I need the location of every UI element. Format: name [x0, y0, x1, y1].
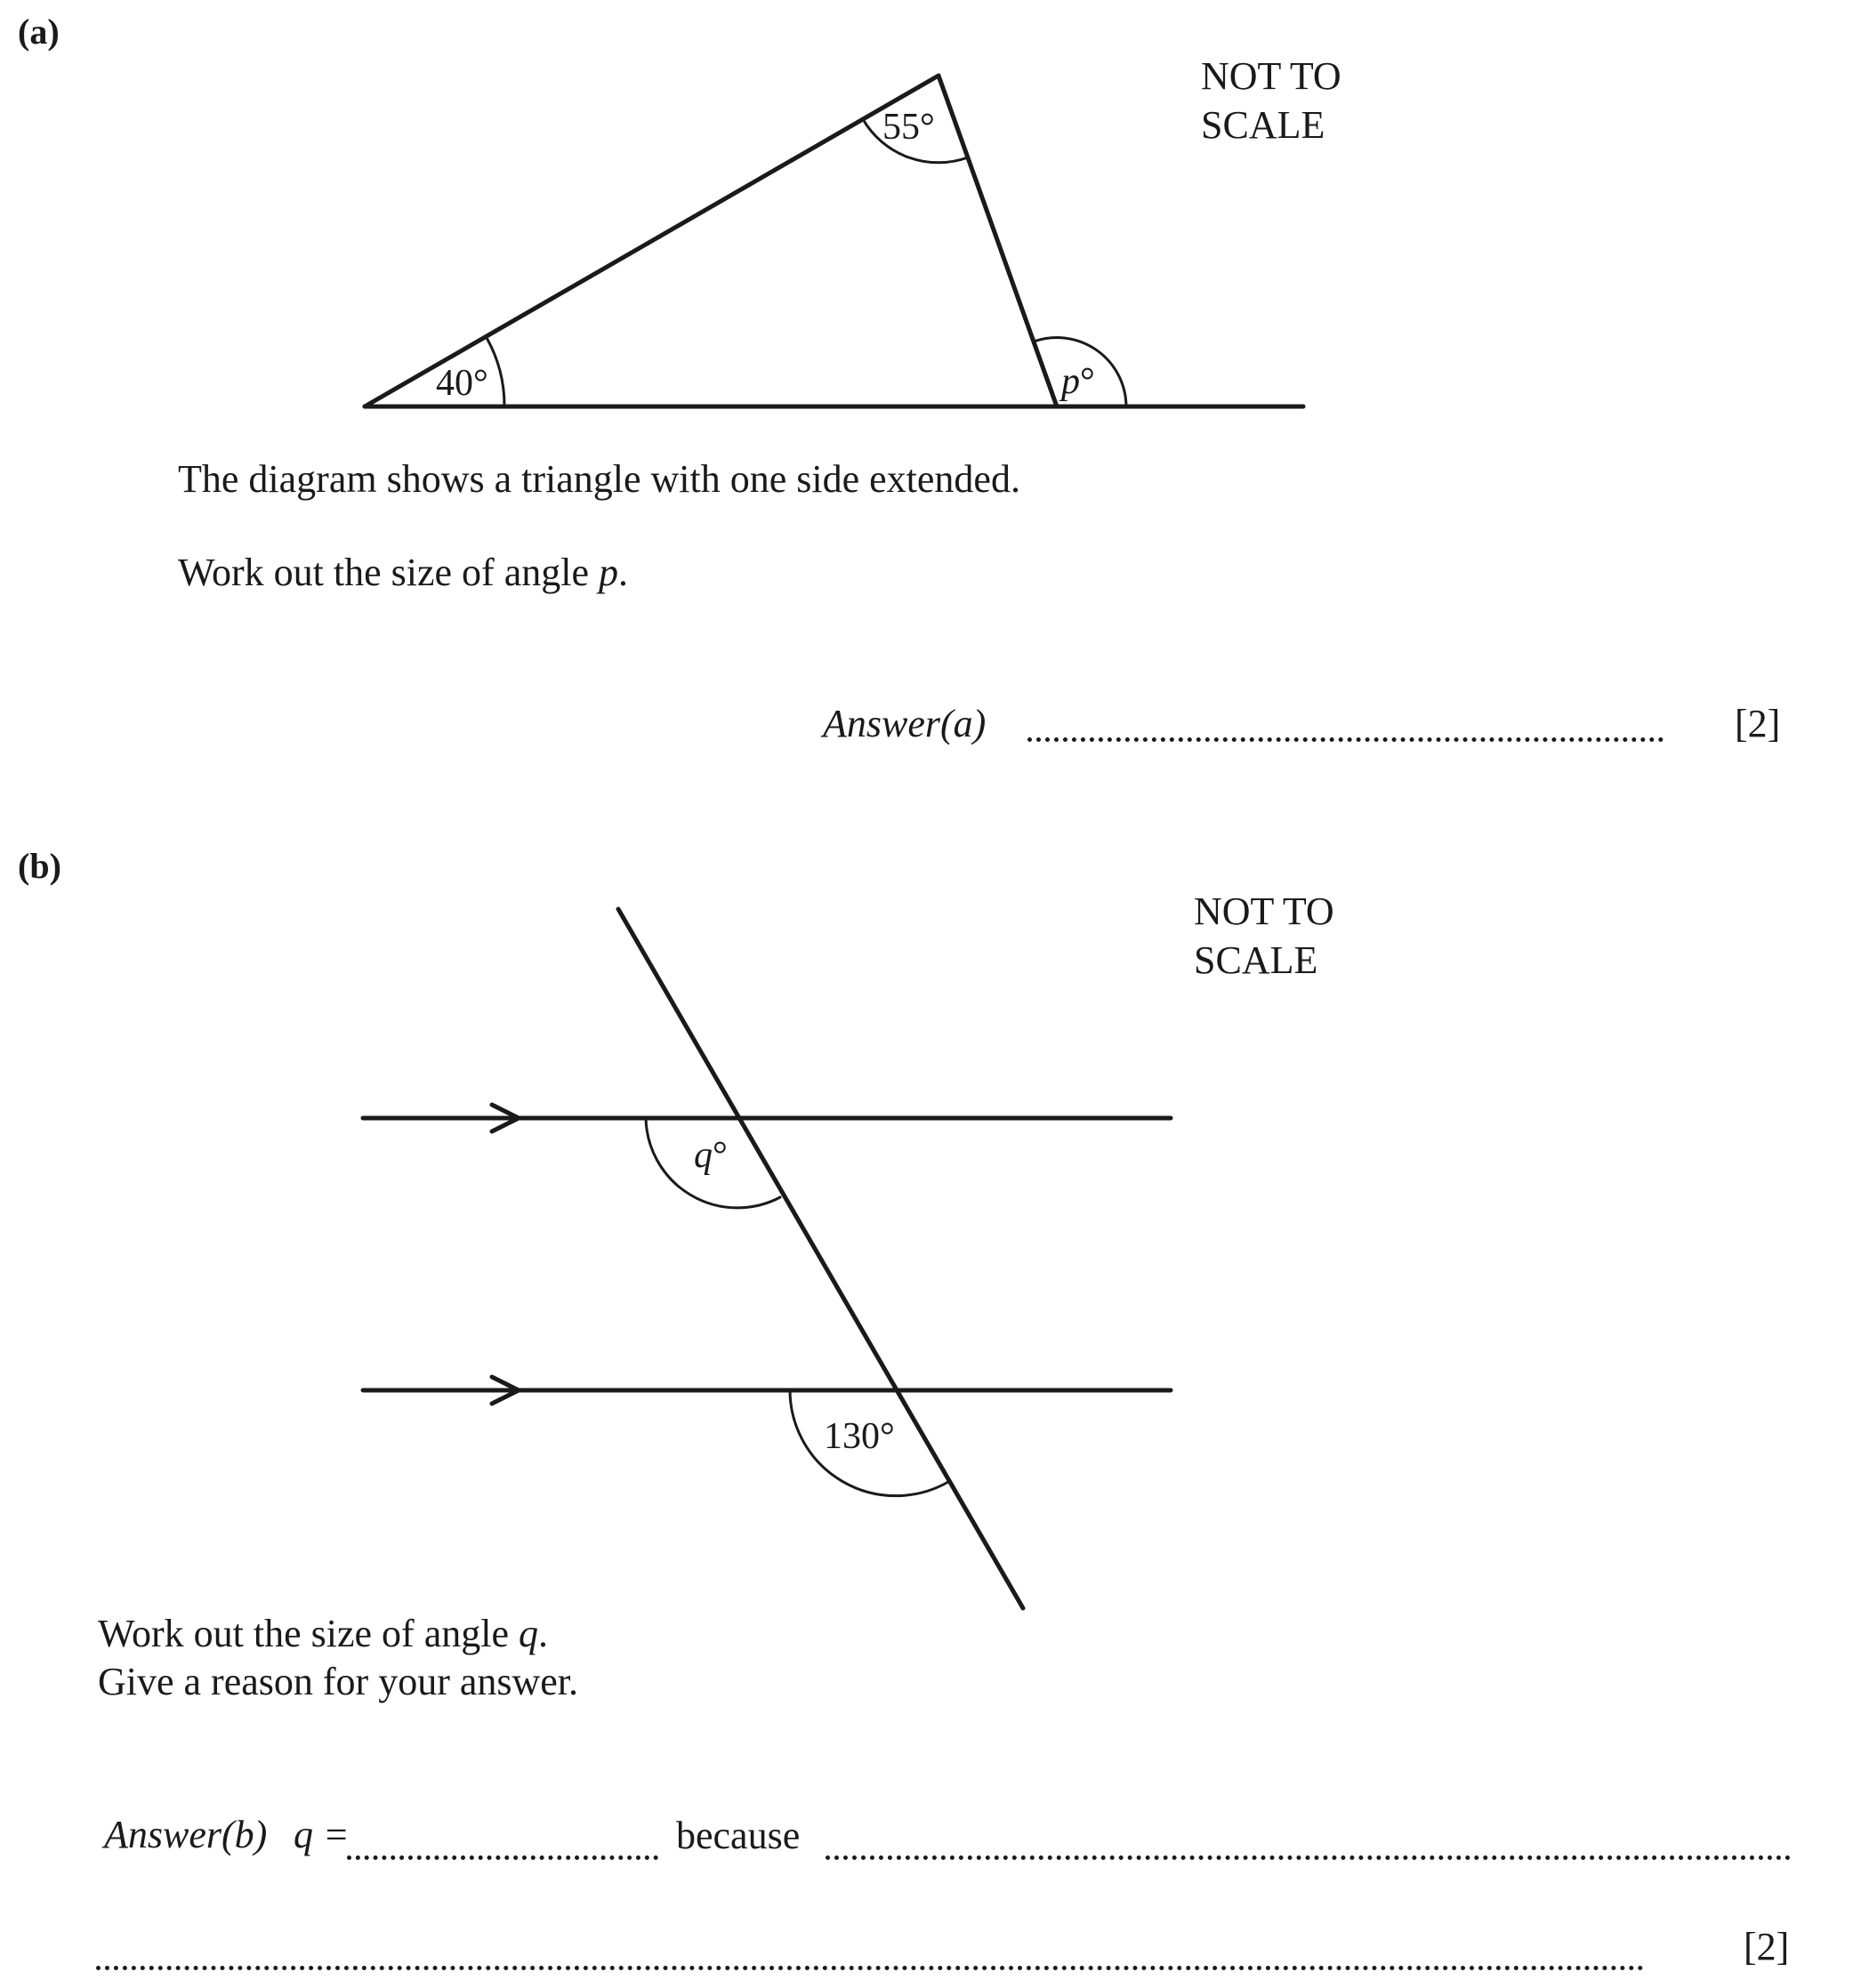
part-b-not-to-scale-note [1194, 887, 1334, 985]
part-a-marks: [2] [1735, 702, 1781, 745]
part-b-q-answer-line[interactable] [347, 1855, 658, 1860]
not-to-scale-line1: NOT TO [1194, 889, 1334, 933]
part-a-answer-line[interactable] [1027, 737, 1664, 742]
angle-label-p [1059, 361, 1095, 402]
part-b-instruction-line1 [98, 1610, 578, 1658]
part-b-reason-answer-line-2[interactable] [96, 1966, 1644, 1970]
not-to-scale-line1: NOT TO [1201, 54, 1341, 98]
part-b-instruction-var: q [518, 1612, 538, 1655]
part-a-instruction [178, 549, 628, 597]
part-a-answer-label: Answer(a) [823, 702, 987, 745]
part-b-instruction [98, 1610, 578, 1706]
part-b-marks: [2] [1744, 1925, 1790, 1968]
part-a-instruction-prefix: Work out the size of angle [178, 551, 599, 594]
not-to-scale-line2: SCALE [1194, 938, 1318, 982]
angle-label-p-degree: ° [1080, 361, 1095, 402]
angle-arc-40 [486, 336, 504, 406]
angle-label-p-var: p [1061, 361, 1080, 402]
triangle-right-side [939, 76, 1057, 406]
part-b-reason-answer-line-1[interactable] [826, 1855, 1791, 1860]
angle-label-55: 55° [882, 107, 935, 148]
angle-label-q-var: q [694, 1135, 713, 1176]
part-b-label: (b) [18, 846, 61, 886]
part-a-instruction-var: p [598, 551, 618, 594]
angle-label-q [694, 1135, 728, 1176]
part-b-answer-label: Answer(b) [104, 1813, 268, 1856]
triangle-diagram [365, 76, 1303, 406]
part-a-description: The diagram shows a triangle with one side extended. [178, 457, 1020, 501]
part-a-label: (a) [18, 12, 60, 52]
angle-label-q-degree: ° [713, 1135, 728, 1176]
angle-label-130: 130° [824, 1416, 895, 1457]
part-b-instruction-line2: Give a reason for your answer. [98, 1660, 579, 1703]
part-b-instruction-suffix: . [537, 1612, 548, 1655]
angle-label-40: 40° [436, 363, 488, 404]
triangle-left-side [365, 76, 939, 406]
part-b-because-label: because [676, 1814, 801, 1857]
part-a-instruction-suffix: . [617, 551, 628, 594]
transversal-line [618, 909, 1023, 1608]
parallel-lines-diagram [363, 909, 1171, 1608]
part-b-instruction-prefix: Work out the size of angle [98, 1612, 519, 1655]
part-b-answer-variable: q = [294, 1813, 350, 1856]
not-to-scale-line2: SCALE [1201, 103, 1325, 147]
